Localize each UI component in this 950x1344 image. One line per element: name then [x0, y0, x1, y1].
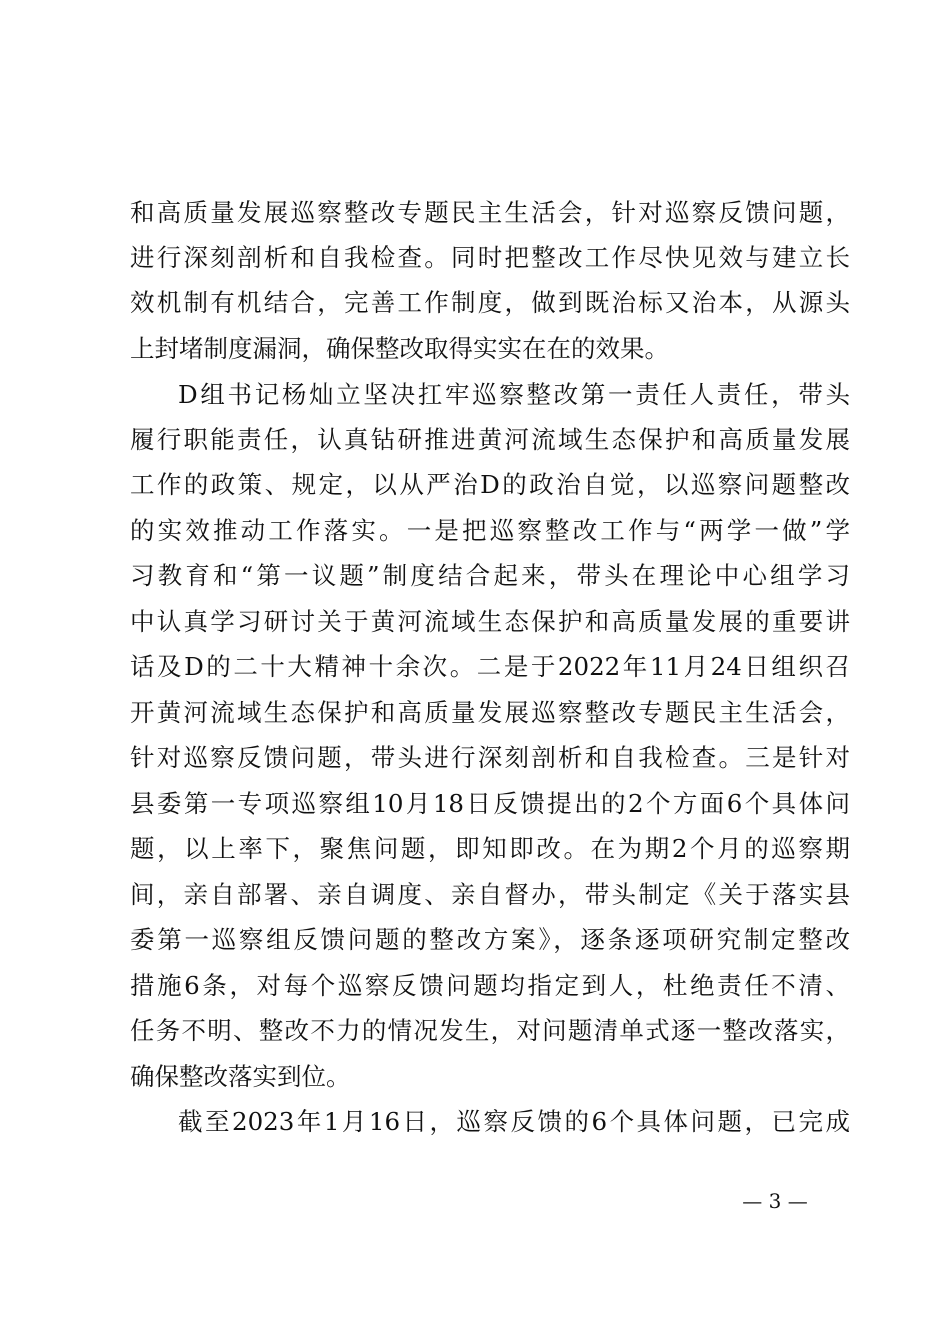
- paragraph-3-line-1: 截至2023年1月16日，巡察反馈的6个具体问题，已完成: [178, 1107, 850, 1136]
- paragraph-2-line-6: 中认真学习研讨关于黄河流域生态保护和高质量发展的重要讲: [130, 607, 850, 636]
- paragraph-2-line-14: 措施6条，对每个巡察反馈问题均指定到人，杜绝责任不清、: [130, 971, 850, 1000]
- paragraph-1-line-4: 上封堵制度漏洞，确保整改取得实实在在的效果。: [130, 334, 669, 363]
- paragraph-1-line-3: 效机制有机结合，完善工作制度，做到既治标又治本，从源头: [130, 288, 850, 317]
- paragraph-2-line-16: 确保整改落实到位。: [130, 1062, 351, 1091]
- paragraph-2-line-13: 委第一巡察组反馈问题的整改方案》，逐条逐项研究制定整改: [130, 925, 850, 954]
- paragraph-1-line-1: 和高质量发展巡察整改专题民主生活会，针对巡察反馈问题，: [130, 198, 850, 227]
- paragraph-2-line-11: 题，以上率下，聚焦问题，即知即改。在为期2个月的巡察期: [130, 834, 850, 863]
- paragraph-2-line-15: 任务不明、整改不力的情况发生，对问题清单式逐一整改落实，: [130, 1016, 850, 1045]
- paragraph-2-line-4: 的实效推动工作落实。一是把巡察整改工作与“两学一做”学: [130, 516, 850, 545]
- paragraph-2-line-8: 开黄河流域生态保护和高质量发展巡察整改专题民主生活会，: [130, 698, 850, 727]
- paragraph-2-line-7: 话及D的二十大精神十余次。二是于2022年11月24日组织召: [130, 652, 850, 681]
- paragraph-2-line-1: D组书记杨灿立坚决扛牢巡察整改第一责任人责任，带头: [178, 380, 850, 409]
- paragraph-2-line-12: 间，亲自部署、亲自调度、亲自督办，带头制定《关于落实县: [130, 880, 850, 909]
- paragraph-2-line-5: 习教育和“第一议题”制度结合起来，带头在理论中心组学习: [130, 561, 850, 590]
- page-number: — 3 —: [742, 1189, 808, 1213]
- paragraph-2-line-3: 工作的政策、规定，以从严治D的政治自觉，以巡察问题整改: [130, 470, 850, 499]
- paragraph-2-line-9: 针对巡察反馈问题，带头进行深刻剖析和自我检查。三是针对: [130, 743, 850, 772]
- paragraph-2-line-10: 县委第一专项巡察组10月18日反馈提出的2个方面6个具体问: [130, 789, 850, 818]
- paragraph-1-line-2: 进行深刻剖析和自我检查。同时把整改工作尽快见效与建立长: [130, 243, 850, 272]
- paragraph-2-line-2: 履行职能责任，认真钻研推进黄河流域生态保护和高质量发展: [130, 425, 850, 454]
